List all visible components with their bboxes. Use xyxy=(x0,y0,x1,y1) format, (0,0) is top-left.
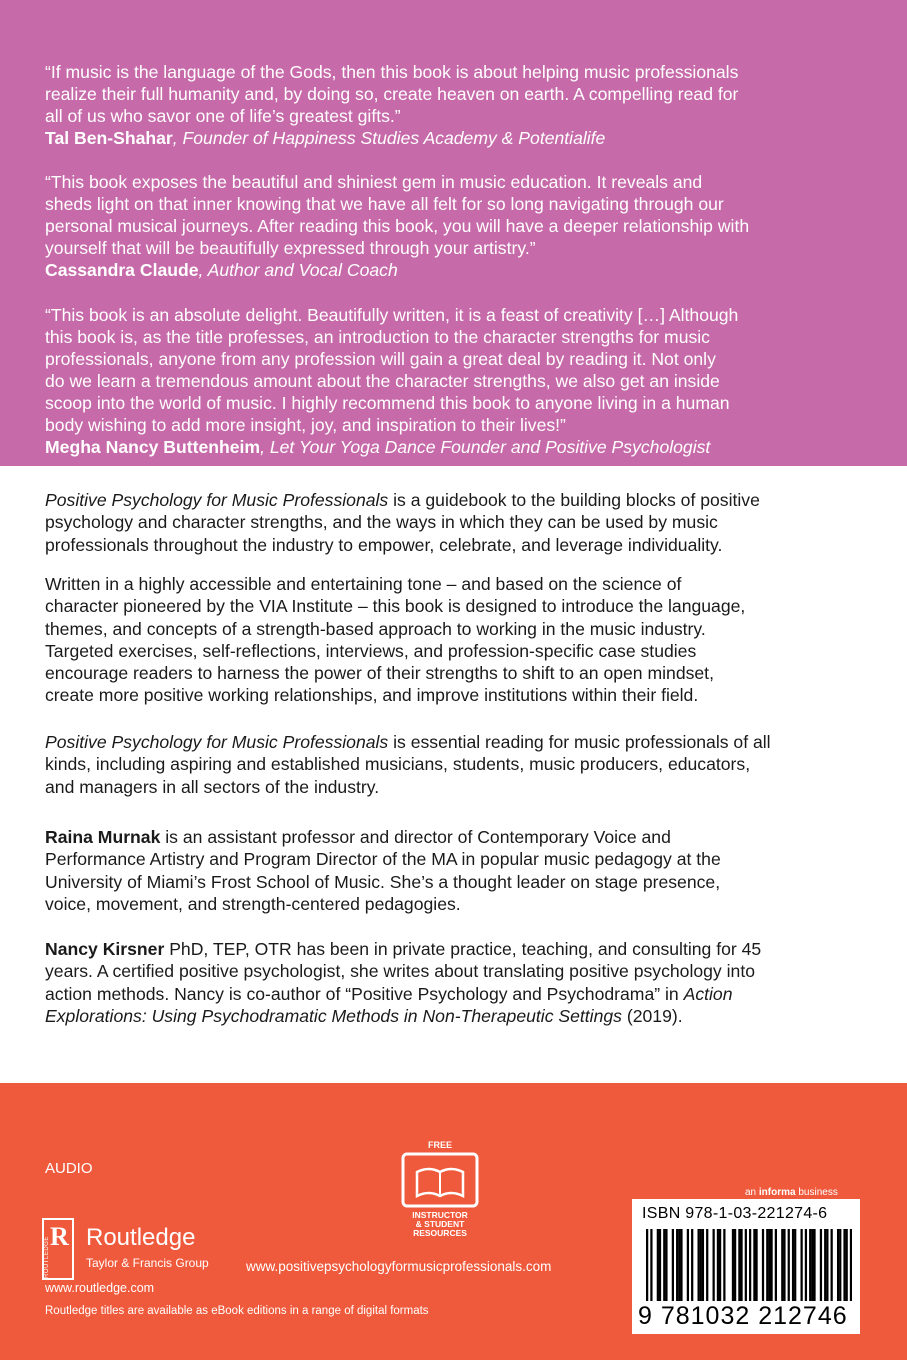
paragraph-line: create more positive working relationships, and improve institutions within their field. xyxy=(45,685,699,706)
barcode-bar xyxy=(831,1229,833,1301)
cited-book-title: Action xyxy=(683,983,733,1004)
paragraph-text: (2019). xyxy=(621,1005,683,1026)
author-bio xyxy=(45,826,875,915)
paragraph-line: kinds, including aspiring and established musicians, students, music producers, educators, xyxy=(45,754,751,775)
barcode-bar xyxy=(687,1229,689,1301)
companion-website-url[interactable]: www.positivepsychologyformusicprofessionals.com xyxy=(246,1259,552,1274)
barcode-bar xyxy=(843,1229,845,1301)
paragraph-line: Targeted exercises, self-reflections, interviews, and profession-specific case studies xyxy=(45,640,697,661)
description-paragraph xyxy=(45,731,875,798)
barcode-bar xyxy=(783,1229,785,1301)
barcode-bar xyxy=(706,1229,708,1301)
barcode-bar xyxy=(809,1229,811,1301)
barcode-bar xyxy=(719,1229,721,1301)
barcode-bar xyxy=(826,1229,828,1301)
barcode-bar xyxy=(775,1229,777,1301)
quote-line: all of us who savor one of life’s greatest gifts.” xyxy=(45,106,401,126)
publisher-url[interactable]: www.routledge.com xyxy=(45,1281,155,1295)
quote-line: do we learn a tremendous amount about the character strengths, we also get an inside xyxy=(45,371,720,391)
free-label: FREE xyxy=(427,1140,453,1150)
barcode-bar xyxy=(788,1229,790,1301)
paragraph-line: professionals throughout the industry to empower, celebrate, and leverage individuality. xyxy=(45,534,723,555)
barcode-bar xyxy=(820,1229,822,1301)
quote-line: personal musical journeys. After reading this book, you will have a deeper relationship with xyxy=(45,216,750,236)
author-name: Raina Murnak xyxy=(45,827,161,847)
informa-tagline xyxy=(745,1187,838,1198)
barcode-bar xyxy=(659,1229,661,1301)
description-paragraph xyxy=(45,573,875,707)
quote-line: “This book is an absolute delight. Beautifully written, it is a feast of creativity […] Although xyxy=(45,305,739,325)
isbn-digits: 9 781032 212746 xyxy=(638,1302,848,1330)
barcode-bar xyxy=(698,1229,700,1301)
barcode-bar xyxy=(770,1229,772,1301)
barcode-bar xyxy=(813,1229,815,1301)
barcode-bar xyxy=(732,1229,734,1301)
endorsement-quote xyxy=(45,171,875,281)
informa-text: business xyxy=(795,1187,838,1198)
barcode-bar xyxy=(646,1229,648,1301)
author-name: Nancy Kirsner xyxy=(45,939,165,959)
isbn-label: ISBN 978-1-03-221274-6 xyxy=(642,1205,828,1222)
barcode-bar xyxy=(839,1229,841,1301)
cited-book-title: Explorations: Using Psychodramatic Methods in Non-Therapeutic Settings xyxy=(45,1005,622,1026)
paragraph-line xyxy=(45,938,875,960)
quote-author: Megha Nancy Buttenheim xyxy=(45,437,261,457)
quote-author-role: , Author and Vocal Coach xyxy=(198,260,398,280)
barcode-bar xyxy=(850,1229,852,1301)
quote-line: scoop into the world of music. I highly recommend this book to anyone living in a human xyxy=(45,393,730,413)
barcode-bar xyxy=(781,1229,783,1301)
barcode-bar xyxy=(717,1229,719,1301)
routledge-logo-letter: R xyxy=(50,1222,69,1251)
paragraph-line: and managers in all sectors of the industry. xyxy=(45,776,380,797)
barcode-bar xyxy=(665,1229,667,1301)
barcode-bar xyxy=(672,1229,674,1301)
resources-line: RESOURCES xyxy=(413,1228,467,1238)
barcode-bar xyxy=(824,1229,826,1301)
quote-author: Tal Ben-Shahar xyxy=(45,128,173,148)
routledge-logo xyxy=(42,1218,74,1280)
quote-line: yourself that will be beautifully expressed through your artistry.” xyxy=(45,238,536,258)
paragraph-text: is an assistant professor and director of Contemporary Voice and xyxy=(160,827,671,847)
quote-line: this book is, as the title professes, an introduction to the character strengths for music xyxy=(45,327,710,347)
barcode-bar xyxy=(713,1229,715,1301)
paragraph-line: voice, movement, and strength-centered pedagogies. xyxy=(45,893,461,914)
barcode-bar xyxy=(691,1229,693,1301)
barcode-bar xyxy=(723,1229,725,1301)
barcode xyxy=(646,1229,852,1301)
paragraph-line xyxy=(45,983,875,1005)
publisher-group: Taylor & Francis Group xyxy=(86,1256,209,1270)
barcode-bar xyxy=(700,1229,702,1301)
quote-author: Cassandra Claude xyxy=(45,260,199,280)
paragraph-line: character pioneered by the VIA Institute – this book is designed to introduce the language, xyxy=(45,596,746,617)
quote-author-role: , Founder of Happiness Studies Academy & Potentialife xyxy=(172,128,606,148)
ebook-note: Routledge titles are available as eBook editions in a range of digital formats xyxy=(45,1305,429,1317)
paragraph-line: years. A certified positive psychologist, she writes about translating positive psychology into xyxy=(45,961,755,982)
quote-line: “If music is the language of the Gods, then this book is about helping music professionals xyxy=(45,62,739,82)
paragraph-line: Performance Artistry and Program Director of the MA in popular music pedagogy at the xyxy=(45,849,721,870)
informa-brand: informa xyxy=(758,1187,796,1198)
barcode-bar xyxy=(766,1229,768,1301)
paragraph-text: PhD, TEP, OTR has been in private practice, teaching, and consulting for 45 xyxy=(164,939,762,959)
barcode-bar xyxy=(768,1229,770,1301)
barcode-bar xyxy=(805,1229,807,1301)
barcode-bar xyxy=(792,1229,794,1301)
barcode-bar xyxy=(657,1229,659,1301)
paragraph-text: is essential reading for music professionals of all xyxy=(388,732,771,752)
barcode-bar xyxy=(794,1229,796,1301)
description-paragraph xyxy=(45,489,875,556)
quote-line: realize their full humanity and, by doing so, create heaven on earth. A compelling read for xyxy=(45,84,739,104)
paragraph-line xyxy=(45,1005,875,1027)
barcode-bar xyxy=(678,1229,680,1301)
barcode-bar xyxy=(753,1229,755,1301)
paragraph-text: action methods. Nancy is co-author of “Positive Psychology and Psychodrama” in xyxy=(45,983,684,1004)
quote-line: professionals, anyone from any profession will gain a great deal by reading it. Not only xyxy=(45,349,716,369)
barcode-bar xyxy=(801,1229,803,1301)
paragraph-line xyxy=(45,731,875,753)
paragraph-text: is a guidebook to the building blocks of positive xyxy=(388,490,760,510)
quote-line: “This book exposes the beautiful and shiniest gem in music education. It reveals and xyxy=(45,172,703,192)
barcode-bar xyxy=(702,1229,704,1301)
barcode-bar xyxy=(811,1229,813,1301)
barcode-bar xyxy=(846,1229,848,1301)
barcode-bar xyxy=(837,1229,839,1301)
barcode-bar xyxy=(745,1229,747,1301)
quote-line: body wishing to add more insight, joy, and inspiration to their lives!” xyxy=(45,415,566,435)
book-title: Positive Psychology for Music Professionals xyxy=(45,732,389,752)
paragraph-line: University of Miami’s Frost School of Music. She’s a thought leader on stage presence, xyxy=(45,871,721,892)
isbn-barcode-box xyxy=(632,1199,860,1334)
barcode-bar xyxy=(738,1229,740,1301)
paragraph-line: Written in a highly accessible and entertaining tone – and based on the science of xyxy=(45,574,682,594)
author-bio xyxy=(45,938,875,1027)
paragraph-line: psychology and character strengths, and the ways in which they can be used by music xyxy=(45,512,718,533)
quote-attribution xyxy=(45,259,875,281)
paragraph-line: encourage readers to harness the power of their strengths to shift to an open mindset, xyxy=(45,663,714,684)
book-title: Positive Psychology for Music Professionals xyxy=(45,490,389,510)
barcode-bar xyxy=(762,1229,764,1301)
paragraph-line: themes, and concepts of a strength-based approach to working in the music industry. xyxy=(45,618,706,639)
quote-line: sheds light on that inner knowing that we have all felt for so long navigating through our xyxy=(45,194,724,214)
informa-text: an xyxy=(745,1187,759,1198)
barcode-bar xyxy=(676,1229,678,1301)
endorsement-quote xyxy=(45,304,875,458)
resources-line: & STUDENT xyxy=(415,1219,465,1229)
paragraph-line xyxy=(45,489,875,511)
barcode-bar xyxy=(663,1229,665,1301)
publisher-name: Routledge xyxy=(86,1224,196,1251)
quote-author-role: , Let Your Yoga Dance Founder and Positive Psychologist xyxy=(260,437,711,457)
barcode-bar xyxy=(734,1229,736,1301)
free-resources-icon xyxy=(395,1138,485,1238)
quote-attribution xyxy=(45,127,875,149)
audio-label: AUDIO xyxy=(45,1160,93,1177)
paragraph-line xyxy=(45,826,875,848)
routledge-logo-side-text: ROUTLEDGE xyxy=(44,1236,50,1278)
resources-line: INSTRUCTOR xyxy=(412,1210,468,1220)
barcode-bar xyxy=(749,1229,751,1301)
quote-attribution xyxy=(45,436,875,458)
barcode-bar xyxy=(650,1229,652,1301)
barcode-bar xyxy=(680,1229,682,1301)
endorsement-quote xyxy=(45,61,875,149)
barcode-bar xyxy=(740,1229,742,1301)
barcode-bar xyxy=(755,1229,757,1301)
